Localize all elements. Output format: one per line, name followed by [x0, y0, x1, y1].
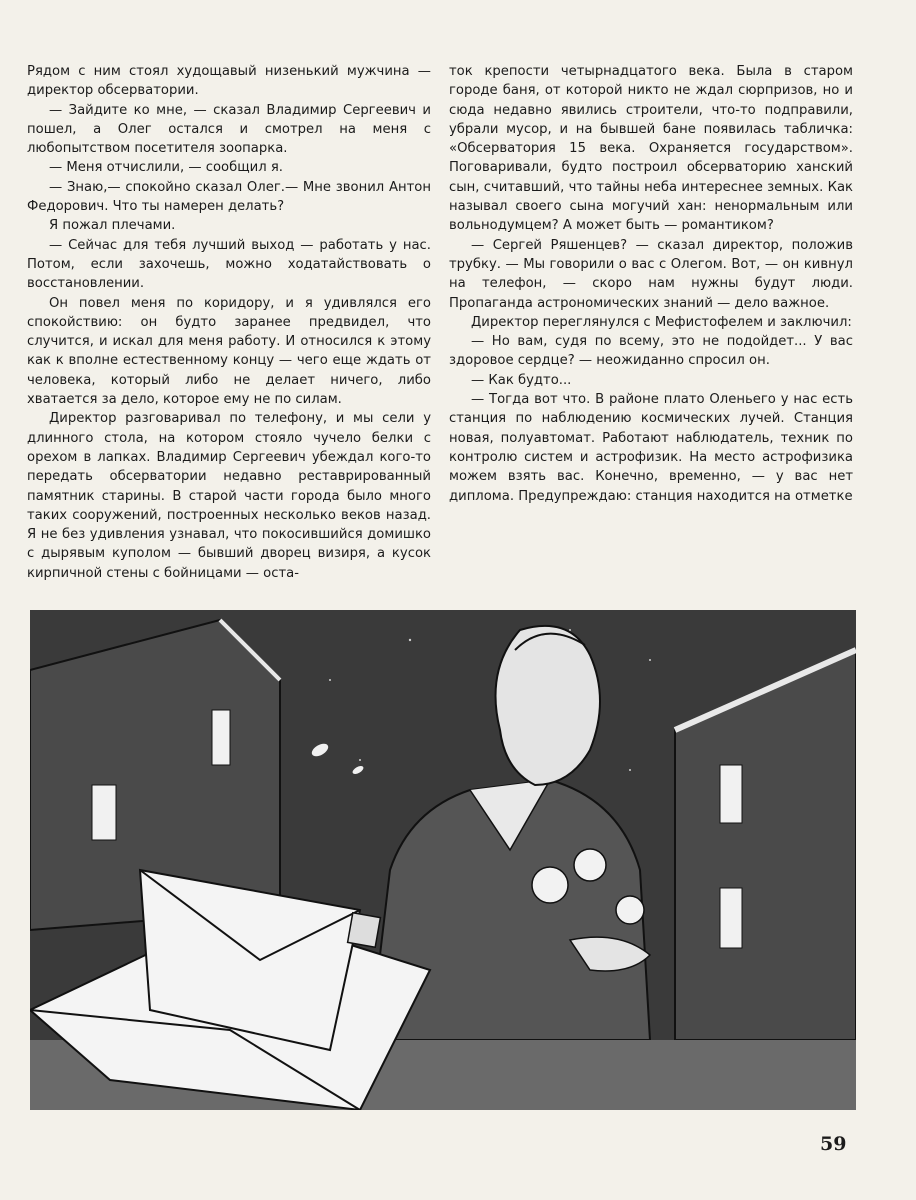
paragraph: Рядом с ним стоял худощавый низенький мужчина — директор обсерватории. — [27, 64, 431, 99]
paragraph: — Сергей Ряшенцев? — сказал директор, положив трубку. — Мы говорили о вас с Олегом. Вот, — он кивнул на телефон, — скоро нам нужны будут люди. Пропаганда астрономических знаний — дело важное. — [449, 237, 853, 311]
paragraph: — Как будто... — [471, 372, 572, 388]
paragraph: — Тогда вот что. В районе плато Оленьего у нас есть станция по наблюдению космических лучей. Станция новая, полуавтомат. Работают наблюдатель, техник по контролю систем и астрофизик. На место астрофизика можем взять вас. Конечно, временно, — у вас нет диплома. Предупреждаю: станция находится на отметке — [449, 392, 853, 504]
paragraph: Он повел меня по коридору, и я удивлялся его спокойствию: он будто заранее предвидел, что случится, и искал для меня работу. И относился к этому как к вполне естественному концу — чего еще ждать от человека, который либо не делает ничего, либо хватается за дело, которое ему не по силам. — [27, 295, 431, 408]
paragraph: Директор переглянулся с Мефистофелем и заключил: — [471, 314, 852, 330]
page-number: 59 — [820, 1133, 847, 1155]
text-column-right — [449, 62, 853, 506]
paragraph: — Но вам, судя по всему, это не подойдет... У вас здоровое сердце? — неожиданно спросил он. — [449, 334, 853, 369]
illustration — [30, 610, 856, 1110]
paragraph: Директор разговаривал по телефону, и мы сели у длинного стола, на котором стояло чучело белки с орехом в лапках. Владимир Сергеевич убеждал кого-то передать обсерватории недавно реставрированный памятник старины. В старой части города было много таких сооружений, построенных несколько веков назад. Я не без удивления узнавал, что покосившийся домишко с дырявым куполом — бывший дворец визиря, а кусок кирпичной стены с бойницами — оста- — [27, 411, 431, 581]
paragraph: Я пожал плечами. — [49, 218, 176, 234]
paragraph: — Меня отчислили, — сообщил я. — [49, 160, 284, 176]
paragraph: — Зайдите ко мне, — сказал Владимир Сергеевич и пошел, а Олег остался и смотрел на меня с любопытством посетителя зоопарка. — [27, 102, 431, 157]
paragraph: ток крепости четырнадцатого века. Была в старом городе баня, от которой никто не ждал сюрпризов, но и сюда недавно явились строители, что-то подправили, убрали мусор, и на бывшей бане появилась табличка: «Обсерватория 15 века. Охраняется государством». Поговаривали, будто построил обсерваторию ханский сын, считавший, что тайны неба интереснее земных. Как называл своего сына могучий хан: ненормальным или вольнодумцем? А может быть — романтиком? — [449, 64, 853, 234]
text-column-left — [27, 62, 431, 583]
paragraph: — Сейчас для тебя лучший выход — работать у нас. Потом, если захочешь, можно ходатайствовать о восстановлении. — [27, 237, 431, 292]
paragraph: — Знаю,— спокойно сказал Олег.— Мне звонил Антон Федорович. Что ты намерен делать? — [27, 179, 431, 215]
stamp — [348, 913, 381, 947]
